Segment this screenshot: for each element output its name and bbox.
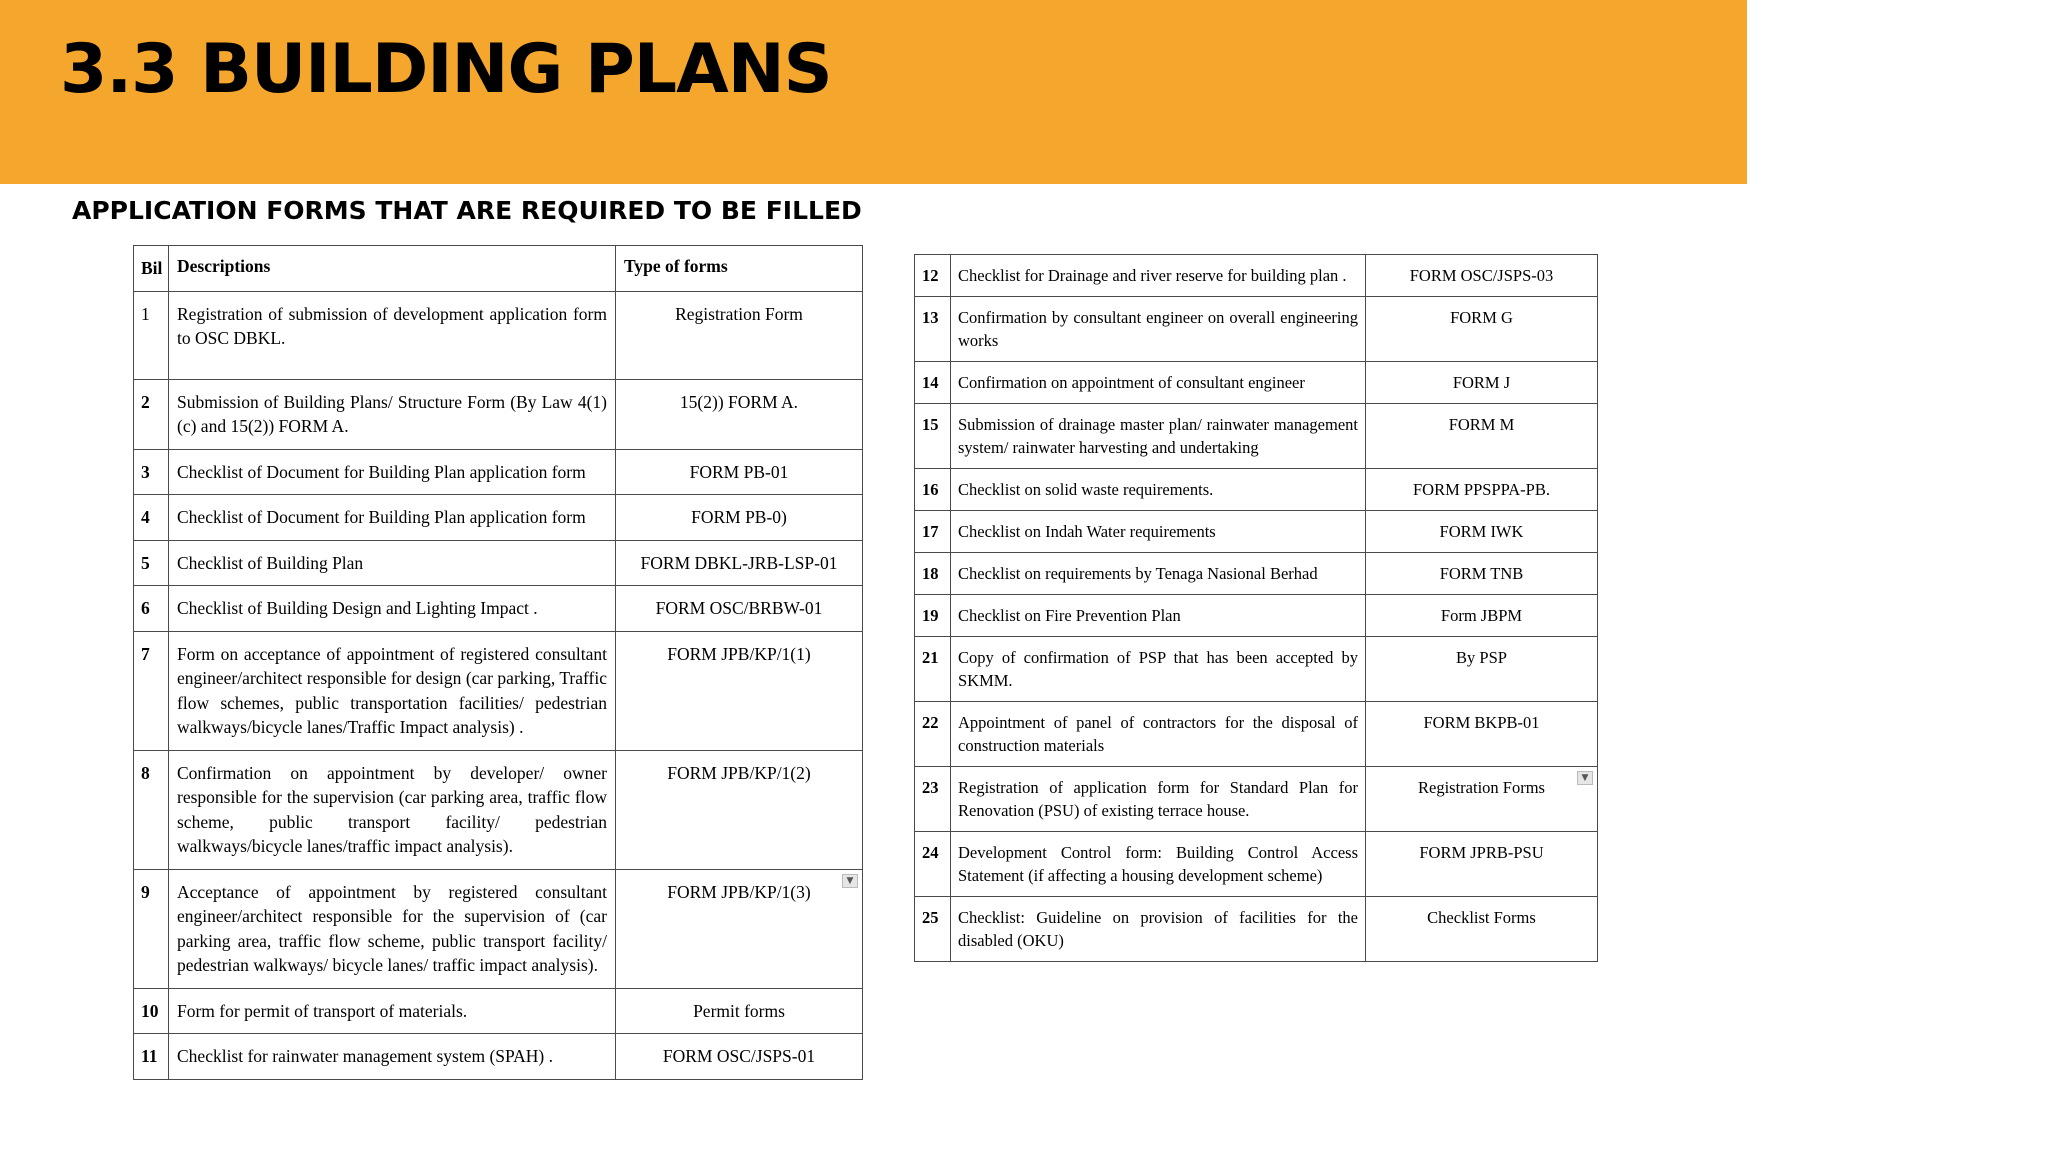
table-row	[915, 702, 1598, 767]
row-description: Confirmation on appointment by developer/ owner responsible for the supervision (car parking area, traffic flow scheme, public transport facility/ pedestrian walkways/bicycle lanes/traffic impact analysis).	[169, 750, 616, 869]
row-description: Registration of application form for Standard Plan for Renovation (PSU) of existing terrace house.	[951, 767, 1366, 832]
row-number: 18	[915, 553, 951, 595]
row-form-type: FORM PB-01	[616, 449, 863, 495]
row-number: 11	[134, 1034, 169, 1080]
row-description: Checklist on Indah Water requirements	[951, 511, 1366, 553]
row-number: 19	[915, 595, 951, 637]
row-description: Checklist for rainwater management system (SPAH) .	[169, 1034, 616, 1080]
row-form-type: FORM DBKL-JRB-LSP-01	[616, 540, 863, 586]
table-row	[915, 297, 1598, 362]
table-row	[134, 631, 863, 750]
table-row	[915, 832, 1598, 897]
header-bil: Bil	[134, 246, 169, 292]
row-form-type: FORM OSC/JSPS-01	[616, 1034, 863, 1080]
row-form-type: FORM JPB/KP/1(1)	[616, 631, 863, 750]
row-form-type: FORM OSC/JSPS-03	[1366, 255, 1598, 297]
row-form-type: 15(2)) FORM A.	[616, 379, 863, 449]
dropdown-arrow-icon[interactable]: ▼	[842, 874, 858, 888]
forms-table-left	[133, 245, 863, 1080]
row-form-type: By PSP	[1366, 637, 1598, 702]
table-row	[134, 988, 863, 1034]
row-form-type: FORM OSC/BRBW-01	[616, 586, 863, 632]
table-row	[915, 767, 1598, 832]
row-description: Checklist of Building Design and Lighting Impact .	[169, 586, 616, 632]
row-form-type: FORM PPSPPA-PB.	[1366, 469, 1598, 511]
row-number: 25	[915, 897, 951, 962]
row-description: Development Control form: Building Control Access Statement (if affecting a housing development scheme)	[951, 832, 1366, 897]
table-row	[915, 637, 1598, 702]
row-description: Checklist of Document for Building Plan application form	[169, 495, 616, 541]
table-row	[915, 255, 1598, 297]
row-number: 4	[134, 495, 169, 541]
row-number: 22	[915, 702, 951, 767]
page-title: 3.3 BUILDING PLANS	[60, 30, 832, 109]
row-form-type: Permit forms	[616, 988, 863, 1034]
forms-table-right	[914, 254, 1598, 962]
header-descriptions: Descriptions	[169, 246, 616, 292]
row-form-type: Form JBPM	[1366, 595, 1598, 637]
section-subtitle: APPLICATION FORMS THAT ARE REQUIRED TO BE FILLED	[72, 196, 862, 225]
table-row	[915, 404, 1598, 469]
row-number: 1	[134, 291, 169, 379]
row-form-type: FORM TNB	[1366, 553, 1598, 595]
table-row	[134, 750, 863, 869]
table-row	[134, 291, 863, 379]
title-banner	[0, 0, 1747, 184]
row-number: 23	[915, 767, 951, 832]
row-form-type: FORM M	[1366, 404, 1598, 469]
row-form-type-cell	[1366, 767, 1598, 832]
row-number: 6	[134, 586, 169, 632]
row-number: 2	[134, 379, 169, 449]
row-form-type: FORM IWK	[1366, 511, 1598, 553]
row-form-type: Registration Forms	[1418, 778, 1545, 797]
table-row	[134, 495, 863, 541]
row-number: 9	[134, 869, 169, 988]
row-description: Confirmation on appointment of consultant engineer	[951, 362, 1366, 404]
row-number: 13	[915, 297, 951, 362]
row-description: Confirmation by consultant engineer on overall engineering works	[951, 297, 1366, 362]
row-form-type: FORM PB-0)	[616, 495, 863, 541]
row-number: 14	[915, 362, 951, 404]
row-number: 3	[134, 449, 169, 495]
table-row	[915, 897, 1598, 962]
row-description: Submission of Building Plans/ Structure Form (By Law 4(1) (c) and 15(2)) FORM A.	[169, 379, 616, 449]
row-number: 16	[915, 469, 951, 511]
row-description: Form on acceptance of appointment of registered consultant engineer/architect responsible for design (car parking, Traffic flow schemes, public transportation facilities/ pedestrian walkways/bicycle lanes/Traffic Impact analysis) .	[169, 631, 616, 750]
row-description: Form for permit of transport of materials.	[169, 988, 616, 1034]
row-form-type-cell	[616, 869, 863, 988]
row-number: 21	[915, 637, 951, 702]
row-form-type: FORM BKPB-01	[1366, 702, 1598, 767]
header-type-of-forms: Type of forms	[616, 246, 863, 292]
row-number: 8	[134, 750, 169, 869]
row-form-type: Checklist Forms	[1366, 897, 1598, 962]
row-description: Copy of confirmation of PSP that has been accepted by SKMM.	[951, 637, 1366, 702]
row-form-type: FORM JPRB-PSU	[1366, 832, 1598, 897]
table-row	[915, 362, 1598, 404]
row-number: 15	[915, 404, 951, 469]
row-number: 24	[915, 832, 951, 897]
row-number: 17	[915, 511, 951, 553]
row-description: Acceptance of appointment by registered consultant engineer/architect responsible for the supervision of (car parking area, traffic flow scheme, public transport facility/ pedestrian walkways/ bicycle lanes/ traffic impact analysis).	[169, 869, 616, 988]
row-number: 10	[134, 988, 169, 1034]
row-description: Checklist: Guideline on provision of facilities for the disabled (OKU)	[951, 897, 1366, 962]
table-row	[134, 379, 863, 449]
table-row	[134, 1034, 863, 1080]
table-row	[915, 553, 1598, 595]
table-header-row	[134, 246, 863, 292]
table-row	[134, 540, 863, 586]
row-description: Checklist on requirements by Tenaga Nasional Berhad	[951, 553, 1366, 595]
row-number: 7	[134, 631, 169, 750]
table-row	[134, 449, 863, 495]
table-row	[915, 511, 1598, 553]
row-description: Checklist of Document for Building Plan application form	[169, 449, 616, 495]
row-number: 12	[915, 255, 951, 297]
row-number: 5	[134, 540, 169, 586]
row-description: Checklist on solid waste requirements.	[951, 469, 1366, 511]
row-form-type: Registration Form	[616, 291, 863, 379]
table-row	[915, 469, 1598, 511]
dropdown-arrow-icon[interactable]: ▼	[1577, 771, 1593, 785]
row-description: Registration of submission of development application form to OSC DBKL.	[169, 291, 616, 379]
row-description: Checklist of Building Plan	[169, 540, 616, 586]
row-description: Checklist on Fire Prevention Plan	[951, 595, 1366, 637]
row-description: Appointment of panel of contractors for the disposal of construction materials	[951, 702, 1366, 767]
row-form-type: FORM J	[1366, 362, 1598, 404]
row-form-type: FORM G	[1366, 297, 1598, 362]
table-row	[134, 869, 863, 988]
row-form-type: FORM JPB/KP/1(3)	[667, 881, 811, 902]
row-form-type: FORM JPB/KP/1(2)	[616, 750, 863, 869]
table-row	[915, 595, 1598, 637]
row-description: Checklist for Drainage and river reserve for building plan .	[951, 255, 1366, 297]
row-description: Submission of drainage master plan/ rainwater management system/ rainwater harvesting and undertaking	[951, 404, 1366, 469]
table-row	[134, 586, 863, 632]
